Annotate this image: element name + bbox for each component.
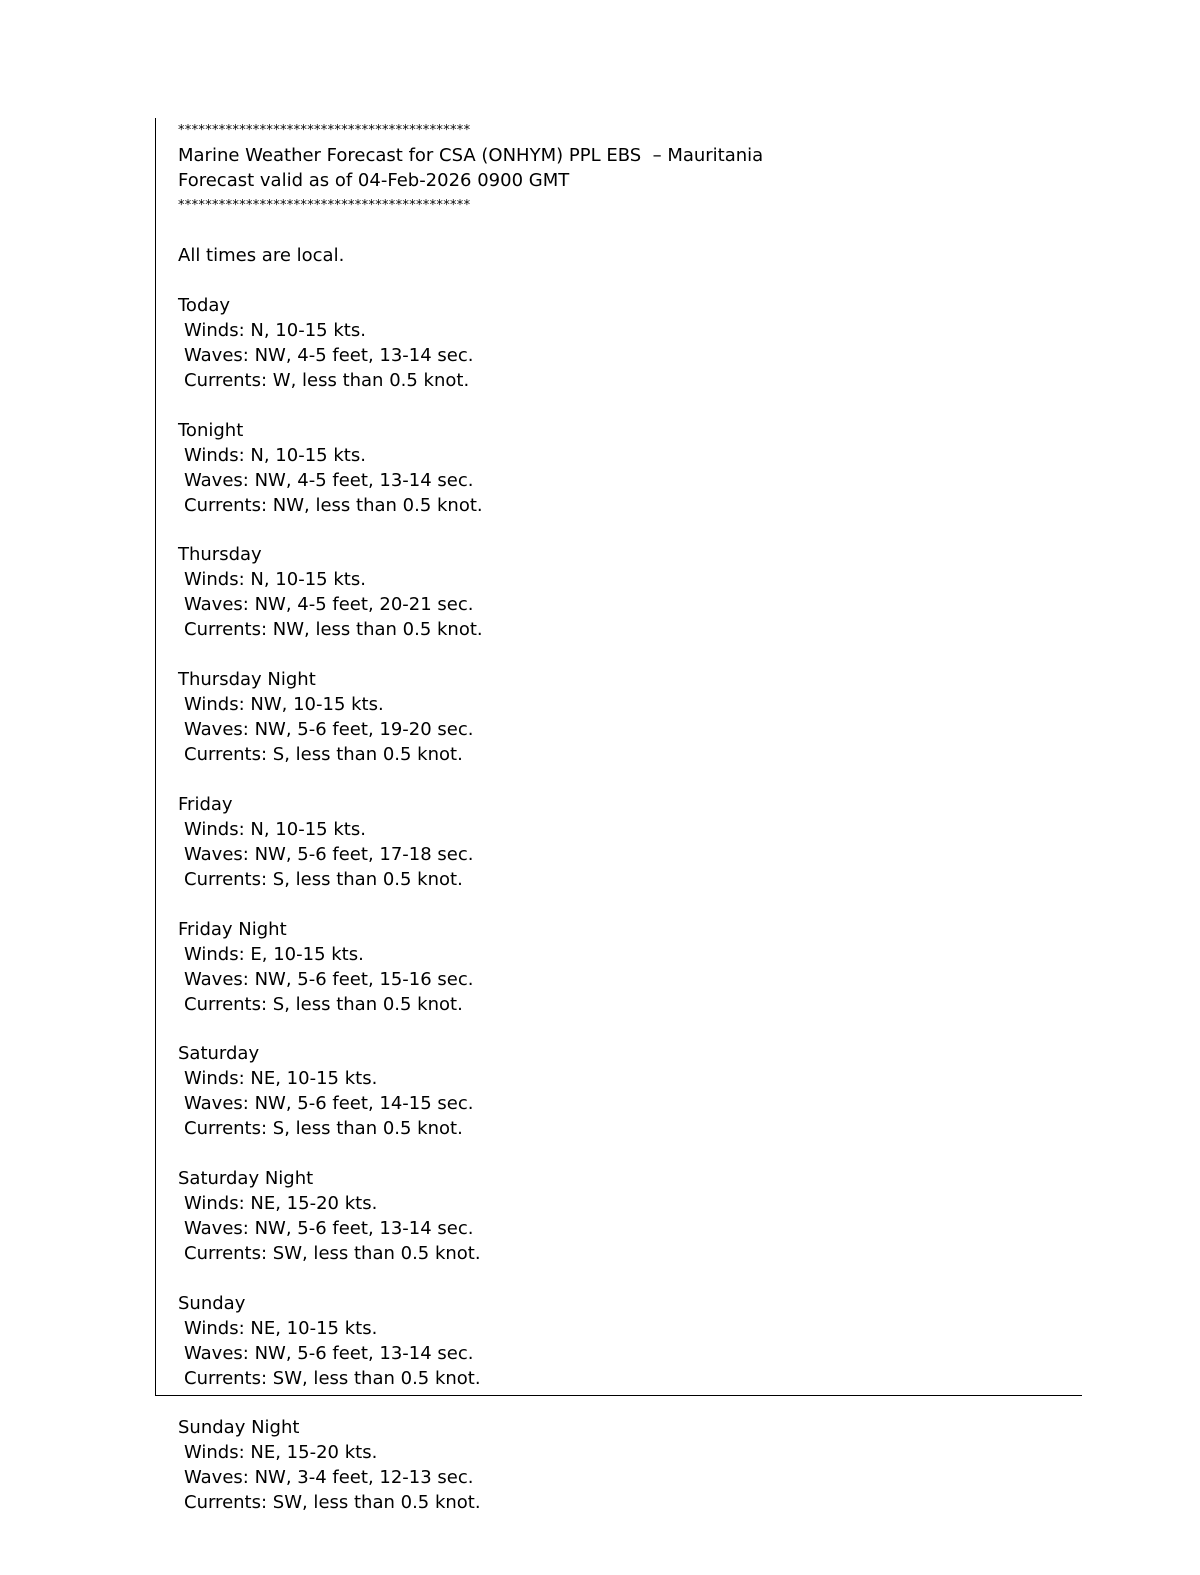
period-winds: Winds: NE, 10-15 kts. (184, 1068, 378, 1089)
period-waves: Waves: NW, 5-6 feet, 13-14 sec. (184, 1218, 474, 1239)
period-winds: Winds: NW, 10-15 kts. (184, 694, 384, 715)
period-winds: Winds: E, 10-15 kts. (184, 944, 364, 965)
times-note: All times are local. (178, 245, 345, 266)
period-currents: Currents: NW, less than 0.5 knot. (184, 495, 483, 516)
left-border-rule (155, 118, 156, 1396)
period-winds: Winds: N, 10-15 kts. (184, 819, 366, 840)
period-waves: Waves: NW, 4-5 feet, 13-14 sec. (184, 345, 474, 366)
period-waves: Waves: NW, 5-6 feet, 17-18 sec. (184, 844, 474, 865)
header-stars-bottom: ******************************************* (178, 198, 471, 213)
period-name: Sunday (178, 1293, 246, 1314)
period-winds: Winds: NE, 10-15 kts. (184, 1318, 378, 1339)
period-currents: Currents: SW, less than 0.5 knot. (184, 1492, 481, 1513)
period-currents: Currents: SW, less than 0.5 knot. (184, 1368, 481, 1389)
period-waves: Waves: NW, 4-5 feet, 13-14 sec. (184, 470, 474, 491)
period-currents: Currents: S, less than 0.5 knot. (184, 869, 463, 890)
period-currents: Currents: W, less than 0.5 knot. (184, 370, 470, 391)
period-waves: Waves: NW, 5-6 feet, 15-16 sec. (184, 969, 474, 990)
period-waves: Waves: NW, 5-6 feet, 13-14 sec. (184, 1343, 474, 1364)
forecast-valid-time: Forecast valid as of 04-Feb-2026 0900 GMT (178, 170, 570, 191)
bottom-border-rule (155, 1395, 1082, 1396)
period-currents: Currents: SW, less than 0.5 knot. (184, 1243, 481, 1264)
period-winds: Winds: N, 10-15 kts. (184, 445, 366, 466)
period-name: Thursday Night (178, 669, 316, 690)
period-name: Sunday Night (178, 1417, 300, 1438)
period-winds: Winds: N, 10-15 kts. (184, 569, 366, 590)
period-name: Saturday Night (178, 1168, 314, 1189)
period-currents: Currents: S, less than 0.5 knot. (184, 994, 463, 1015)
period-name: Friday Night (178, 919, 287, 940)
period-winds: Winds: N, 10-15 kts. (184, 320, 366, 341)
period-winds: Winds: NE, 15-20 kts. (184, 1442, 378, 1463)
period-waves: Waves: NW, 4-5 feet, 20-21 sec. (184, 594, 474, 615)
period-waves: Waves: NW, 5-6 feet, 14-15 sec. (184, 1093, 474, 1114)
period-name: Saturday (178, 1043, 260, 1064)
period-waves: Waves: NW, 3-4 feet, 12-13 sec. (184, 1467, 474, 1488)
header-stars-top: ******************************************* (178, 123, 471, 138)
period-name: Today (178, 295, 231, 316)
period-currents: Currents: S, less than 0.5 knot. (184, 1118, 463, 1139)
period-name: Thursday (178, 544, 262, 565)
period-currents: Currents: S, less than 0.5 knot. (184, 744, 463, 765)
period-winds: Winds: NE, 15-20 kts. (184, 1193, 378, 1214)
period-name: Friday (178, 794, 233, 815)
forecast-title: Marine Weather Forecast for CSA (ONHYM) PPL EBS – Mauritania (178, 145, 764, 166)
period-waves: Waves: NW, 5-6 feet, 19-20 sec. (184, 719, 474, 740)
period-name: Tonight (178, 420, 244, 441)
period-currents: Currents: NW, less than 0.5 knot. (184, 619, 483, 640)
